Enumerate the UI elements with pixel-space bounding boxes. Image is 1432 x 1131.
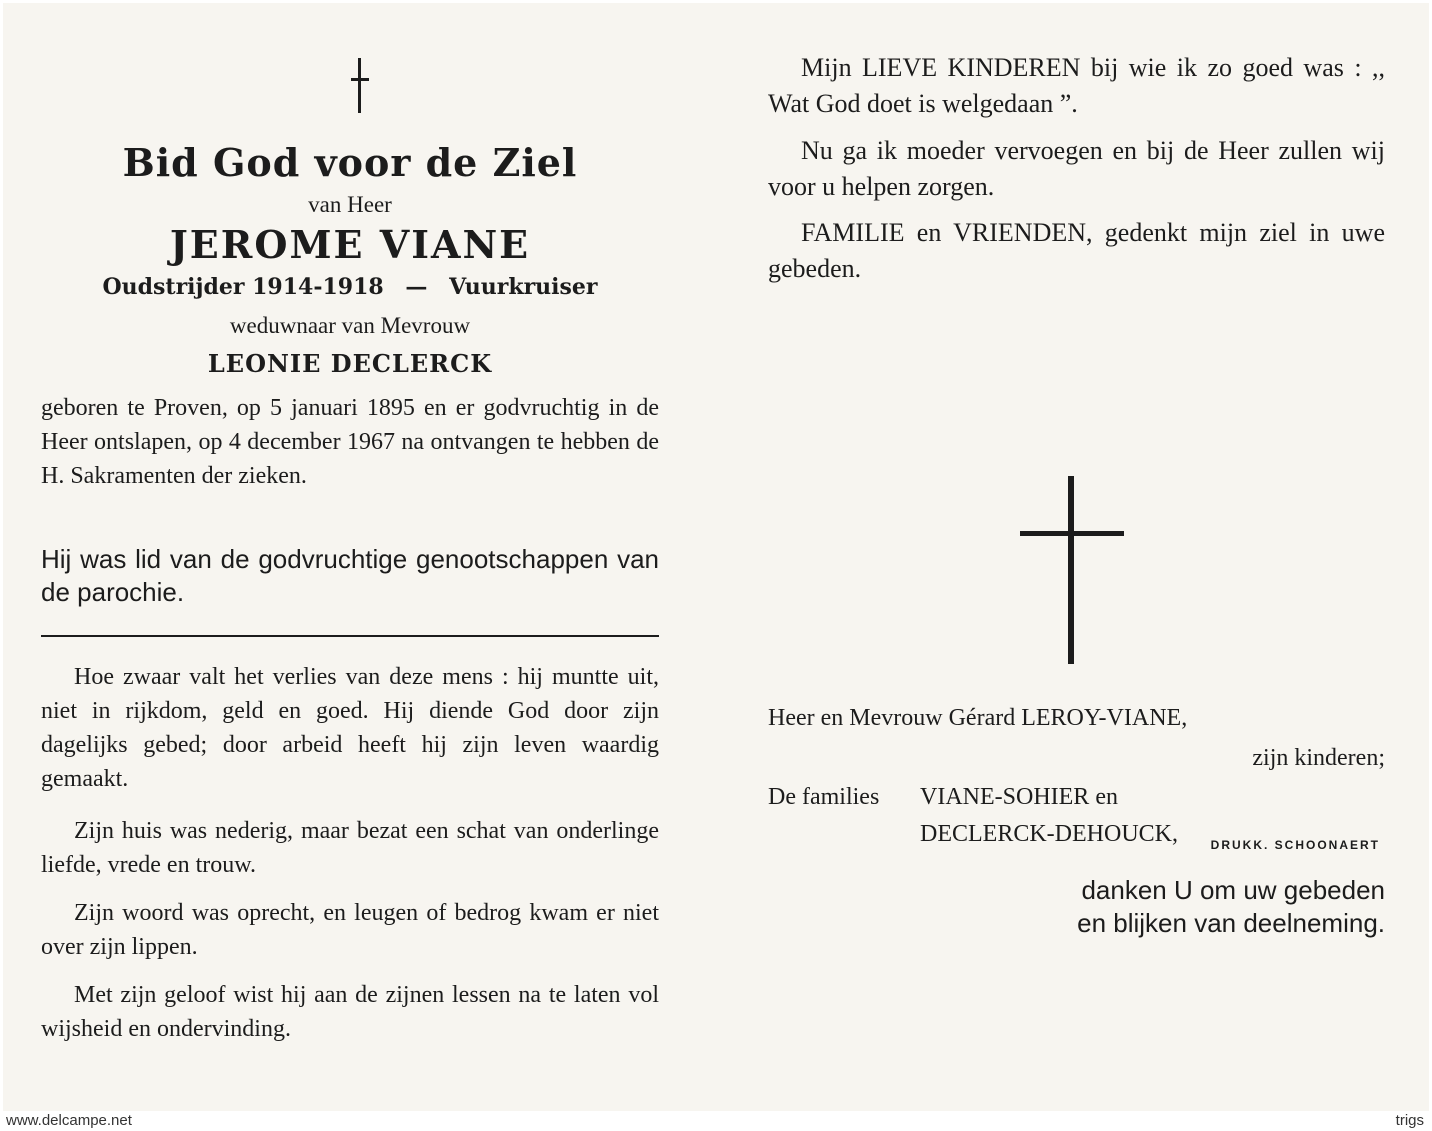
large-cross-icon <box>1020 476 1124 664</box>
van-heer: van Heer <box>308 192 392 217</box>
families-prefix: De families <box>768 784 880 810</box>
watermark-seller: trigs <box>1395 1112 1424 1129</box>
children-label: zijn kinderen; <box>1252 745 1385 771</box>
family-declerck-dehouck: DECLERCK-DEHOUCK, <box>920 821 1178 847</box>
veteran-title: Vuurkruiser <box>449 274 598 300</box>
veteran-dash: — <box>405 274 428 300</box>
birth-death-text: geboren te Proven, op 5 januari 1895 en er godvruchtig in de Heer ontslapen, op 4 december 1967 na ontvangen te hebben de H. Sakramenten der zieken. <box>41 395 659 489</box>
family-viane-sohier: VIANE-SOHIER en <box>920 784 1118 810</box>
veteran-line <box>41 274 659 300</box>
deceased-name: JEROME VIANE <box>169 222 531 267</box>
tribute-paragraph-4: Met zijn geloof wist hij aan de zijnen lessen na te laten vol wijsheid en ondervinding. <box>41 982 659 1042</box>
wife-name: LEONIE DECLERCK <box>207 349 493 378</box>
cross-icon <box>351 58 369 113</box>
widow-of: weduwnaar van Mevrouw <box>229 313 471 338</box>
tribute-paragraph-2: Zijn huis was nederig, maar bezat een schat van onderlinge liefde, vrede en trouw. <box>41 818 659 878</box>
message-mother: Nu ga ik moeder vervoegen en bij de Heer zullen wij voor u helpen zorgen. <box>768 136 1385 201</box>
family-leroy-viane: Heer en Mevrouw Gérard LEROY-VIANE, <box>768 705 1188 731</box>
memorial-card <box>3 3 1429 1111</box>
printer-credit: DRUKK. SCHOONAERT <box>1210 838 1380 852</box>
tribute-paragraph-3: Zijn woord was oprecht, en leugen of bedrog kwam er niet over zijn lippen. <box>41 900 659 960</box>
tribute-paragraph-1: Hoe zwaar valt het verlies van deze mens : hij muntte uit, niet in rijkdom, geld en goed. Hij diende God door zijn dagelijks gebed; door arbeid heeft hij zijn leven waardig gemaakt. <box>41 664 659 792</box>
message-children: Mijn LIEVE KINDEREN bij wie ik zo goed was : ,, Wat God doet is welgedaan ”. <box>768 53 1385 118</box>
divider <box>41 635 659 637</box>
thanks-line-1: danken U om uw gebeden <box>1081 875 1385 905</box>
prayer-title: Bid God voor de Ziel <box>122 140 578 185</box>
veteran-years: Oudstrijder 1914-1918 <box>102 274 384 300</box>
thanks-line-2: en blijken van deelneming. <box>1077 908 1385 938</box>
membership-text: Hij was lid van de godvruchtige genootschappen van de parochie. <box>41 544 659 607</box>
watermark-site: www.delcampe.net <box>6 1112 132 1129</box>
message-family: FAMILIE en VRIENDEN, gedenkt mijn ziel in uwe gebeden. <box>768 218 1385 283</box>
